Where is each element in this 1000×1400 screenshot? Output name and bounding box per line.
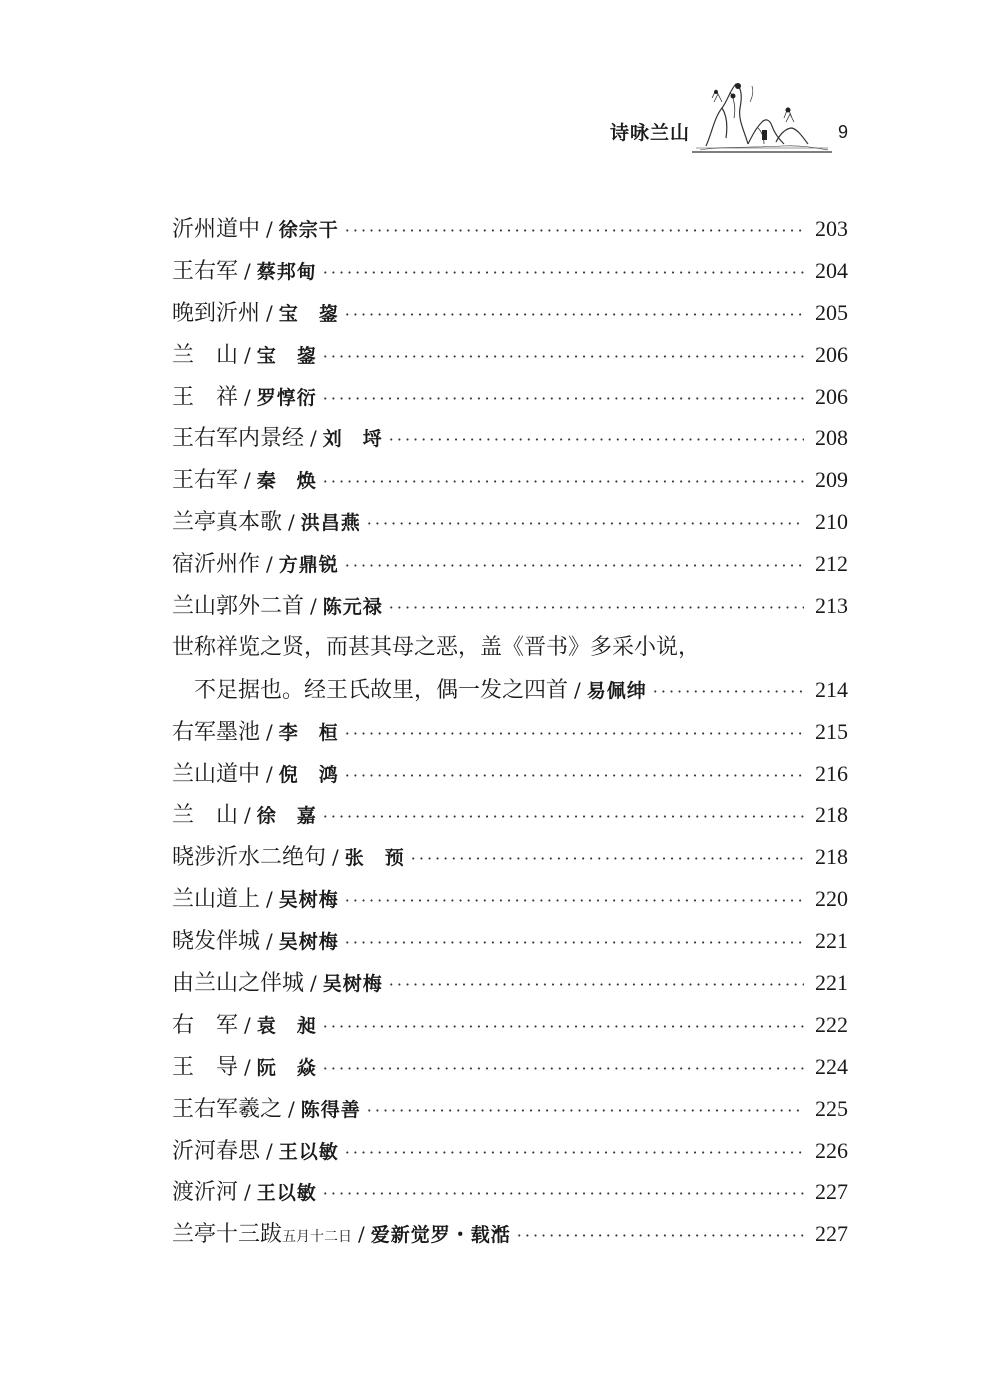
- dot-leader: [323, 1048, 804, 1090]
- dot-leader: [323, 252, 804, 294]
- toc-entry-title: 晓涉沂水二绝句: [172, 845, 327, 871]
- toc-entry: [172, 1213, 848, 1255]
- toc-entry-author: 易佩绅: [586, 679, 647, 702]
- toc-entry: [172, 459, 848, 501]
- toc-entry-author: 阮 焱: [256, 1056, 317, 1079]
- slash-separator: /: [244, 468, 251, 493]
- toc-entry-title: 晓发伴城: [172, 929, 261, 955]
- toc-entry-title: 宿沂州作: [172, 552, 261, 578]
- toc-entry-page: 210: [815, 509, 848, 535]
- toc-entry-page: 227: [815, 1221, 848, 1247]
- dot-leader: [367, 1090, 804, 1132]
- slash-separator: /: [266, 719, 273, 744]
- toc-entry: [172, 711, 848, 753]
- slash-separator: /: [244, 1054, 251, 1079]
- dot-leader: [367, 503, 804, 545]
- toc-entry: [172, 962, 848, 1004]
- toc-entry-title: 兰 山: [172, 342, 239, 368]
- toc-entry-author: 陈得善: [300, 1098, 361, 1121]
- running-header: [600, 78, 860, 158]
- toc-entry-title: 沂州道中: [172, 217, 261, 242]
- dot-leader: [389, 419, 804, 461]
- slash-separator: /: [266, 887, 273, 912]
- slash-separator: /: [266, 300, 273, 325]
- toc-entry-page: 224: [815, 1053, 848, 1079]
- dot-leader: [345, 210, 804, 252]
- toc-entry-title: 右军墨池: [172, 719, 261, 745]
- toc-entry-title: 王 导: [172, 1054, 239, 1080]
- toc-entry-page: 208: [815, 425, 848, 451]
- slash-separator: /: [266, 761, 273, 786]
- dot-leader: [323, 796, 804, 838]
- toc-entry-page: 218: [815, 802, 848, 828]
- toc-entry-title: 不足据也。经王氏故里，偶一发之四首: [194, 677, 569, 703]
- toc-entry-page: 204: [815, 257, 848, 283]
- toc-entry-title: 世称祥览之贤，而甚其母之恶，盖《晋书》多采小说，: [172, 634, 701, 660]
- toc-entry-title: 沂河春思: [172, 1138, 261, 1164]
- dot-leader: [653, 671, 804, 713]
- slash-separator: /: [244, 803, 251, 828]
- dot-leader: [323, 378, 804, 420]
- toc-entry: [172, 208, 848, 250]
- dot-leader: [323, 336, 804, 378]
- toc-entry-author: 宝 鋆: [278, 302, 339, 325]
- dot-leader: [323, 1173, 804, 1215]
- toc-entry-title: 王右军: [172, 258, 239, 284]
- toc-entry-title: 晚到沂州: [172, 300, 261, 326]
- toc-entry-title: 兰亭真本歌: [172, 510, 283, 536]
- toc-entry-author: 徐 嘉: [256, 805, 317, 828]
- toc-entry-page: 215: [815, 718, 848, 744]
- slash-separator: /: [288, 510, 295, 535]
- dot-leader: [323, 461, 804, 503]
- slash-separator: /: [244, 342, 251, 367]
- dot-leader: [345, 880, 804, 922]
- toc-entry-author: 王以敏: [278, 1140, 339, 1163]
- slash-separator: /: [244, 258, 251, 283]
- slash-separator: /: [574, 677, 581, 702]
- toc-entry-title: 兰山道中: [172, 761, 261, 787]
- toc-entry: [172, 836, 848, 878]
- toc-entry-author: 方鼎锐: [278, 554, 339, 577]
- toc-entry-author: 秦 焕: [256, 470, 317, 493]
- toc-entry: [172, 543, 848, 585]
- toc-entry-page: 205: [815, 299, 848, 325]
- toc-entry-page: 222: [815, 1011, 848, 1037]
- toc-entry: [172, 1004, 848, 1046]
- slash-separator: /: [310, 971, 317, 996]
- toc-entry-author: 吴树梅: [322, 973, 383, 996]
- toc-entry-page: 212: [815, 551, 848, 577]
- dot-leader: [389, 964, 804, 1006]
- toc-entry-page: 221: [815, 970, 848, 996]
- toc-entry-page: 206: [815, 383, 848, 409]
- toc-entry-title: 兰山郭外二首: [172, 594, 305, 620]
- toc-entry-title: 王 祥: [172, 384, 239, 410]
- slash-separator: /: [310, 594, 317, 619]
- dot-leader: [345, 545, 804, 587]
- toc-entry-page: 225: [815, 1095, 848, 1121]
- dot-leader: [411, 838, 804, 880]
- toc-entry-author: 吴树梅: [278, 931, 339, 954]
- toc-entry-author: 爱新觉罗・载湉: [370, 1224, 511, 1247]
- toc-entry: [172, 669, 848, 711]
- toc-entry-title: 王右军: [172, 468, 239, 494]
- toc-entry-page: 216: [815, 760, 848, 786]
- slash-separator: /: [266, 217, 273, 241]
- toc-entry-page: 209: [815, 467, 848, 493]
- dot-leader: [345, 713, 804, 755]
- toc-entry-author: 袁 昶: [256, 1014, 317, 1037]
- toc-entry: [172, 585, 848, 627]
- toc-entry: [172, 334, 848, 376]
- toc-entry-page: 214: [815, 676, 848, 702]
- toc-entry: [172, 627, 848, 669]
- toc-entry-page: 203: [815, 216, 848, 241]
- slash-separator: /: [332, 845, 339, 870]
- slash-separator: /: [244, 384, 251, 409]
- toc-entry-page: 220: [815, 886, 848, 912]
- toc-entry-title: 王右军羲之: [172, 1096, 283, 1122]
- dot-leader: [345, 922, 804, 964]
- toc-entry-author: 王以敏: [256, 1182, 317, 1205]
- mountain-landscape-icon: [692, 78, 832, 156]
- toc-entry-author: 洪昌燕: [300, 512, 361, 535]
- toc-entry-title: 由兰山之伴城: [172, 971, 305, 997]
- toc-entry: [172, 292, 848, 334]
- toc-entry-author: 张 预: [344, 847, 405, 870]
- toc-entry: [172, 376, 848, 418]
- toc-entry: [172, 501, 848, 543]
- toc-entry-author: 倪 鸿: [278, 763, 339, 786]
- toc-entry: [172, 1130, 848, 1172]
- dot-leader: [345, 1132, 804, 1174]
- page-number: 9: [838, 122, 849, 142]
- toc-entry: [172, 1171, 848, 1213]
- toc-entry: [172, 878, 848, 920]
- slash-separator: /: [310, 426, 317, 451]
- toc-entry-title: 王右军内景经: [172, 426, 305, 452]
- dot-leader: [345, 755, 804, 797]
- toc-entry-title: 渡沂河: [172, 1180, 239, 1206]
- toc-entry: [172, 250, 848, 292]
- toc-entry: [172, 753, 848, 795]
- dot-leader: [389, 587, 804, 629]
- toc-entry: [172, 1088, 848, 1130]
- toc-entry: [172, 417, 848, 459]
- toc-entry: [172, 1046, 848, 1088]
- toc-entry-author: 蔡邦甸: [256, 260, 317, 283]
- toc-entry-title: 兰 山: [172, 803, 239, 829]
- toc-entry-title: 兰亭十三跋: [172, 1222, 283, 1248]
- toc-entry-page: 206: [815, 341, 848, 367]
- toc-entry: [172, 794, 848, 836]
- slash-separator: /: [266, 1138, 273, 1163]
- toc-entry-page: 226: [815, 1137, 848, 1163]
- toc-entry-author: 徐宗干: [278, 219, 339, 241]
- slash-separator: /: [266, 929, 273, 954]
- table-of-contents: [172, 208, 848, 1255]
- toc-entry-author: 吴树梅: [278, 889, 339, 912]
- book-title: 诗咏兰山: [610, 122, 691, 144]
- slash-separator: /: [244, 1180, 251, 1205]
- toc-entry-author: 罗惇衍: [256, 386, 317, 409]
- slash-separator: /: [358, 1222, 365, 1247]
- toc-entry: [172, 920, 848, 962]
- toc-entry-author: 宝 鋆: [256, 344, 317, 367]
- slash-separator: /: [244, 1012, 251, 1037]
- dot-leader: [323, 1006, 804, 1048]
- dot-leader: [345, 294, 804, 336]
- slash-separator: /: [288, 1096, 295, 1121]
- toc-entry-author: 陈元禄: [322, 596, 383, 619]
- toc-entry-author: 李 桓: [278, 721, 339, 744]
- slash-separator: /: [266, 552, 273, 577]
- toc-entry-page: 213: [815, 593, 848, 619]
- toc-entry-page: 218: [815, 844, 848, 870]
- toc-entry-author: 刘 埒: [322, 428, 383, 451]
- toc-entry-title: 右 军: [172, 1012, 239, 1038]
- toc-entry-title: 兰山道上: [172, 887, 261, 913]
- toc-entry-page: 221: [815, 928, 848, 954]
- toc-entry-page: 227: [815, 1179, 848, 1205]
- dot-leader: [517, 1215, 804, 1257]
- toc-entry-note: 五月十二日: [282, 1229, 353, 1246]
